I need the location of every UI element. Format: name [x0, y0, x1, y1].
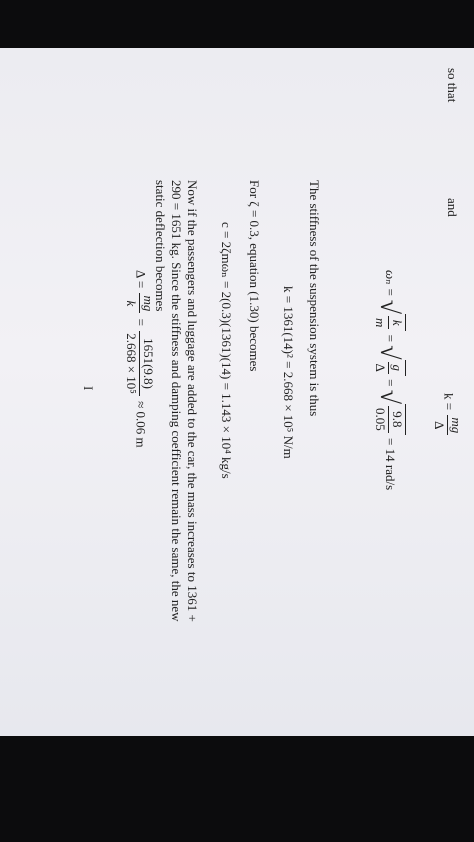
- eq2-f2-den: Δ: [373, 363, 388, 372]
- eq5-f1-num: mg: [141, 295, 156, 312]
- eq2-radical-3: √ 9.8 0.05: [372, 390, 406, 435]
- zeta-text: For ζ = 0.3, equation (1.30) becomes: [247, 180, 262, 372]
- paragraph-line-1: Now if the passengers and luggage are added to the car, the mass increases to 1361 +: [185, 180, 200, 622]
- eq5-lhs: Δ =: [133, 270, 149, 289]
- eq5-fraction-2: [123, 331, 156, 396]
- eq1-denominator: Δ: [431, 415, 448, 435]
- eq2-lhs: ωₙ =: [383, 270, 399, 297]
- eq2-result: = 14 rad/s: [383, 438, 399, 491]
- eq2-f1-num: k: [390, 319, 405, 326]
- eq2-f3-den: 0.05: [373, 408, 388, 431]
- eq2-radical-1: √ k m: [372, 300, 406, 332]
- equation-stiffness: k = 1361(14)² = 2.668 × 10⁵ N/m: [281, 286, 296, 459]
- equation-k: [431, 393, 464, 437]
- equation-damping: c = 2ζmωₙ = 2(0.3)(1361)(14) = 1.143 × 10⁴ kg/s: [219, 222, 234, 479]
- eq5-fraction-1: [123, 293, 156, 313]
- rotated-content: [0, 48, 474, 736]
- eq2-equals-a: =: [383, 334, 399, 342]
- eq2-f1-den: m: [373, 318, 388, 328]
- eq2-f3-num: 9.8: [390, 411, 405, 428]
- paragraph-line-2: 290 = 1651 kg. Since the stiffness and damping coefficient remain the same, the new: [169, 180, 184, 622]
- intro-text: so that: [445, 68, 460, 103]
- document-page: [0, 48, 474, 736]
- and-label: and: [445, 198, 460, 217]
- text-cursor-icon: I: [81, 386, 96, 391]
- eq5-f2-num: 1651(9.8): [141, 338, 156, 389]
- eq5-equals: =: [133, 318, 149, 326]
- eq1-fraction: [431, 415, 464, 435]
- eq2-f2-num: g: [390, 364, 405, 371]
- eq1-numerator: mg: [449, 417, 464, 434]
- paragraph-line-3: static deflection becomes: [153, 180, 168, 312]
- eq5-f1-den: k: [123, 293, 140, 313]
- stiffness-text: The stiffness of the suspension system is thus: [307, 180, 322, 417]
- equation-omega: [372, 270, 406, 490]
- eq2-radical-2: √ g Δ: [372, 345, 406, 376]
- eq1-lhs: k =: [441, 393, 457, 411]
- eq2-equals-b: =: [383, 379, 399, 387]
- equation-deflection: [123, 270, 156, 448]
- eq5-result: ≈ 0.06 m: [133, 401, 149, 448]
- eq5-f2-den: 2.668 × 10⁵: [124, 333, 139, 394]
